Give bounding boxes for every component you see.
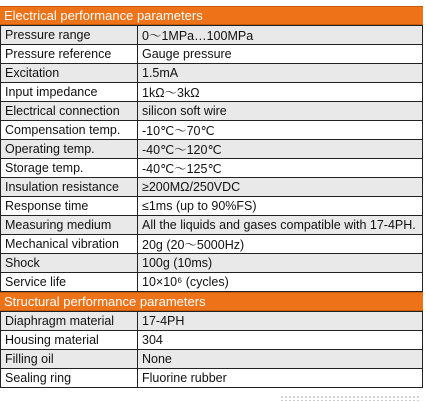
param-name: Input impedance xyxy=(1,83,138,102)
table-row xyxy=(1,216,423,235)
electrical-section-header: Electrical performance parameters xyxy=(0,6,423,25)
param-value: ≥200MΩ/250VDC xyxy=(138,178,423,197)
structural-table xyxy=(0,311,423,388)
param-value: -40℃～120℃ xyxy=(138,140,423,159)
param-name: Measuring medium xyxy=(1,216,138,235)
table-row xyxy=(1,159,423,178)
param-value: None xyxy=(138,350,423,369)
table-row xyxy=(1,26,423,45)
param-value: -10℃～70℃ xyxy=(138,121,423,140)
param-value: 10×10⁶ (cycles) xyxy=(138,273,423,292)
param-value: ≤1ms (up to 90%FS) xyxy=(138,197,423,216)
param-value: 17-4PH xyxy=(138,312,423,331)
param-value: 1.5mA xyxy=(138,64,423,83)
param-value: 100g (10ms) xyxy=(138,254,423,273)
param-value: 304 xyxy=(138,331,423,350)
param-name: Diaphragm material xyxy=(1,312,138,331)
param-value: silicon soft wire xyxy=(138,102,423,121)
param-name: Shock xyxy=(1,254,138,273)
param-name: Insulation resistance xyxy=(1,178,138,197)
table-row xyxy=(1,273,423,292)
param-value: 20g (20～5000Hz) xyxy=(138,235,423,254)
param-value: Gauge pressure xyxy=(138,45,423,64)
table-row xyxy=(1,350,423,369)
param-name: Response time xyxy=(1,197,138,216)
electrical-table xyxy=(0,25,423,292)
table-row xyxy=(1,121,423,140)
table-row xyxy=(1,312,423,331)
param-name: Compensation temp. xyxy=(1,121,138,140)
param-value: 1kΩ～3kΩ xyxy=(138,83,423,102)
param-value: -40℃～125℃ xyxy=(138,159,423,178)
table-row xyxy=(1,254,423,273)
param-name: Filling oil xyxy=(1,350,138,369)
table-row xyxy=(1,369,423,388)
table-row xyxy=(1,64,423,83)
param-name: Service life xyxy=(1,273,138,292)
table-row xyxy=(1,140,423,159)
param-value: Fluorine rubber xyxy=(138,369,423,388)
param-name: Operating temp. xyxy=(1,140,138,159)
table-row xyxy=(1,102,423,121)
param-name: Pressure reference xyxy=(1,45,138,64)
table-row xyxy=(1,197,423,216)
param-name: Sealing ring xyxy=(1,369,138,388)
table-row xyxy=(1,178,423,197)
table-row xyxy=(1,83,423,102)
param-value: All the liquids and gases compatible with 17-4PH. xyxy=(138,216,423,235)
table-row xyxy=(1,45,423,64)
dotted-decoration xyxy=(280,395,420,401)
param-name: Excitation xyxy=(1,64,138,83)
spec-sheet xyxy=(0,6,423,388)
param-name: Housing material xyxy=(1,331,138,350)
table-row xyxy=(1,331,423,350)
param-name: Storage temp. xyxy=(1,159,138,178)
table-row xyxy=(1,235,423,254)
param-value: 0～1MPa…100MPa xyxy=(138,26,423,45)
structural-section-header: Structural performance parameters xyxy=(0,292,423,311)
param-name: Mechanical vibration xyxy=(1,235,138,254)
param-name: Pressure range xyxy=(1,26,138,45)
param-name: Electrical connection xyxy=(1,102,138,121)
